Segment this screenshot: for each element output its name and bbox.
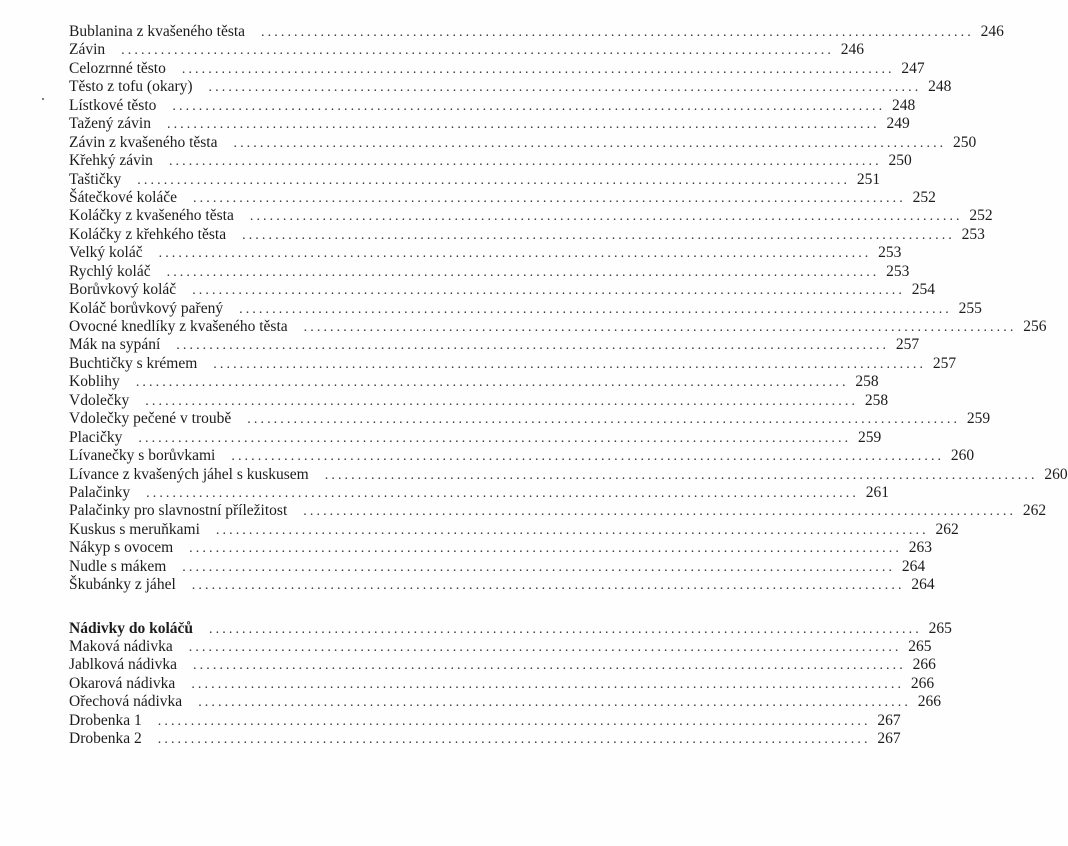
toc-page-number: 246 [840,41,864,59]
toc-dot-leader: ............................................................................................................ [193,658,906,674]
toc-entry-title: Rychlý koláč [69,262,151,280]
toc-entry [69,59,925,78]
toc-entry [69,674,935,693]
toc-dot-leader: ............................................................................................................ [145,393,859,409]
toc-entry [69,133,977,152]
toc-entry [69,502,1047,520]
toc-page-number: 266 [917,693,941,711]
toc-entry-title: Koláčky z kvašeného těsta [69,207,234,225]
toc-entry-title: Šátečkové koláče [69,188,178,206]
toc-entry-title: Vdolečky pečené v troubě [69,410,232,428]
toc-entry-title: Nákyp s ovocem [69,539,174,557]
toc-entry-title: Drobenka 1 [69,711,142,729]
toc-page-number: 267 [877,730,901,748]
toc-entry [69,557,926,576]
toc-entry [69,539,932,557]
toc-entry-title: Lívance z kvašených jáhel s kuskusem [69,465,309,483]
toc-entry [69,41,864,59]
toc-page-number: 249 [886,115,910,133]
toc-page-number: 265 [928,619,952,637]
toc-entry [69,262,910,281]
toc-page-number: 266 [912,656,936,674]
toc-page-number: 260 [950,447,975,465]
toc-page-number: 267 [877,711,901,729]
table-of-contents [69,23,1068,749]
toc-dot-leader: ............................................................................................................ [158,246,872,262]
toc-page-number: 259 [857,428,882,446]
toc-entry [69,576,935,594]
toc-entry [69,281,936,299]
toc-dot-leader: ............................................................................................................ [157,713,871,729]
toc-entry [69,428,882,447]
toc-dot-leader: ............................................................................................................ [213,356,927,372]
toc-dot-leader: ............................................................................................................ [181,61,895,77]
toc-entry-title: Škubánky z jáhel [69,576,176,594]
toc-page-number: 262 [1022,502,1047,520]
toc-dot-leader: ............................................................................................................ [138,430,852,446]
toc-page-number: 261 [865,483,889,501]
toc-entry-title: Lístkové těsto [69,96,157,114]
toc-page-number: 264 [901,557,926,575]
toc-entry-title: Jablková nádivka [69,656,178,674]
scan-speck [42,98,44,100]
toc-page-number: 257 [932,354,957,372]
toc-entry [69,152,912,170]
toc-entry-title: Velký koláč [69,244,143,262]
toc-dot-leader: ............................................................................................................ [239,301,952,317]
toc-dot-leader: ............................................................................................................ [188,640,902,655]
toc-entry-title: Mák na sypání [69,336,161,354]
toc-entry-title: Křehký závin [69,152,153,170]
toc-dot-leader: ............................................................................................................ [157,732,871,748]
toc-entry [69,693,941,711]
toc-entry [69,318,1047,336]
toc-entry-title: Celozrnné těsto [69,59,166,77]
toc-entry-title: Vdolečky [69,391,130,409]
toc-entry [69,391,889,410]
toc-entry-title: Těsto z tofu (okary) [69,78,193,96]
toc-entry [69,520,959,539]
toc-entry [69,96,916,115]
toc-page-number: 262 [935,520,959,538]
toc-page-number: 265 [908,638,932,655]
toc-entry [69,730,901,748]
toc-entry-title: Kuskus s meruňkami [69,520,200,538]
toc-entry-title: Ovocné knedlíky z kvašeného těsta [69,318,288,335]
toc-entry-title: Koláč borůvkový pařený [69,299,224,317]
toc-page-number: 260 [1044,465,1068,483]
toc-dot-leader: ............................................................................................................ [303,320,1017,335]
toc-entry-title: Tažený závin [69,115,151,133]
toc-dot-leader: ............................................................................................................ [168,154,882,170]
toc-entry-title: Palačinky pro slavnostní příležitost [69,502,288,520]
toc-dot-leader: ............................................................................................................ [247,412,961,428]
toc-dot-leader: ............................................................................................................ [324,467,1038,483]
toc-entry-title: Nudle s mákem [69,557,167,575]
toc-dot-leader: ............................................................................................................ [209,621,922,637]
toc-section-heading [69,619,952,638]
toc-entry [69,299,982,318]
toc-page-number: 252 [969,207,993,225]
toc-dot-leader: ............................................................................................................ [189,541,902,557]
toc-entry-title: Závin [69,41,106,59]
toc-page-number: 264 [911,576,935,594]
toc-dot-leader: ............................................................................................................ [215,522,929,538]
toc-dot-leader: ............................................................................................................ [191,578,905,594]
toc-dot-leader: ............................................................................................................ [182,559,896,575]
toc-dot-leader: ............................................................................................................ [231,449,945,465]
toc-page-number: 248 [928,78,952,96]
toc-page-number: 256 [1023,318,1047,335]
toc-entry [69,23,1004,41]
toc-page-number: 247 [901,59,925,77]
toc-dot-leader: ............................................................................................................ [261,25,974,40]
toc-dot-leader: ............................................................................................................ [137,172,851,188]
toc-entry [69,78,952,96]
toc-entry [69,207,993,225]
toc-dot-leader: ............................................................................................................ [121,43,834,59]
toc-page-number: 258 [864,391,889,409]
toc-page-number: 252 [912,188,936,206]
toc-dot-leader: ............................................................................................................ [166,117,880,133]
toc-entry [69,336,920,354]
toc-dot-leader: ............................................................................................................ [172,98,886,114]
toc-page-number: 259 [966,410,991,428]
toc-entry-title: Ořechová nádivka [69,693,183,711]
toc-page-number: 250 [888,152,912,170]
toc-entry-title: Taštičky [69,170,122,188]
toc-page-number: 246 [980,23,1004,40]
toc-entry-title: Závin z kvašeného těsta [69,133,218,151]
toc-entry [69,447,975,465]
toc-dot-leader: ............................................................................................................ [166,264,880,280]
toc-entry [69,638,932,656]
toc-page-number: 255 [958,299,982,317]
toc-dot-leader: ............................................................................................................ [176,338,890,354]
toc-dot-leader: ............................................................................................................ [233,135,947,151]
toc-entry-title: Bublanina z kvašeného těsta [69,23,246,40]
toc-entry-title: Lívanečky s borůvkami [69,447,216,465]
toc-entry [69,410,991,428]
toc-dot-leader: ............................................................................................................ [303,504,1017,520]
toc-page-number: 263 [908,539,932,557]
toc-entry [69,225,985,244]
toc-page-number: 250 [953,133,977,151]
toc-dot-leader: ............................................................................................................ [192,283,906,299]
toc-page-number: 253 [961,225,985,243]
toc-entry-title: Koláčky z křehkého těsta [69,225,227,243]
toc-entry-title: Drobenka 2 [69,730,142,748]
toc-entry [69,170,881,189]
toc-dot-leader: ............................................................................................................ [198,695,911,711]
toc-page-number: 251 [856,170,881,188]
toc-dot-leader: ............................................................................................................ [191,676,905,692]
toc-entry [69,711,901,730]
toc-entry-title: Okarová nádivka [69,674,176,692]
toc-dot-leader: ............................................................................................................ [146,485,859,501]
section-gap [69,595,571,620]
toc-entry [69,115,910,133]
toc-dot-leader: ............................................................................................................ [208,80,922,96]
toc-entry [69,656,936,674]
toc-page-number: 253 [878,244,902,262]
toc-page-number: 266 [910,674,935,692]
toc-page-number: 253 [886,262,910,280]
toc-page-number: 248 [891,96,916,114]
toc-heading-title: Nádivky do koláčů [69,619,194,637]
toc-entry [69,244,902,262]
toc-entry [69,483,889,502]
toc-dot-leader: ............................................................................................................ [242,227,955,243]
toc-entry-title: Maková nádivka [69,638,173,655]
toc-entry-title: Placičky [69,428,123,446]
toc-dot-leader: ............................................................................................................ [135,375,849,391]
toc-page-number: 254 [911,281,936,299]
toc-entry-title: Koblihy [69,373,120,391]
toc-dot-leader: ............................................................................................................ [193,190,906,206]
toc-entry-title: Buchtičky s krémem [69,354,198,372]
toc-entry [69,465,1068,484]
toc-entry-title: Borůvkový koláč [69,281,177,299]
toc-entry [69,354,957,373]
toc-entry [69,373,879,391]
toc-page-number: 258 [855,373,879,391]
toc-dot-leader: ............................................................................................................ [249,209,963,225]
toc-entry-title: Palačinky [69,483,131,501]
toc-page-number: 257 [895,336,920,354]
toc-entry [69,188,936,207]
